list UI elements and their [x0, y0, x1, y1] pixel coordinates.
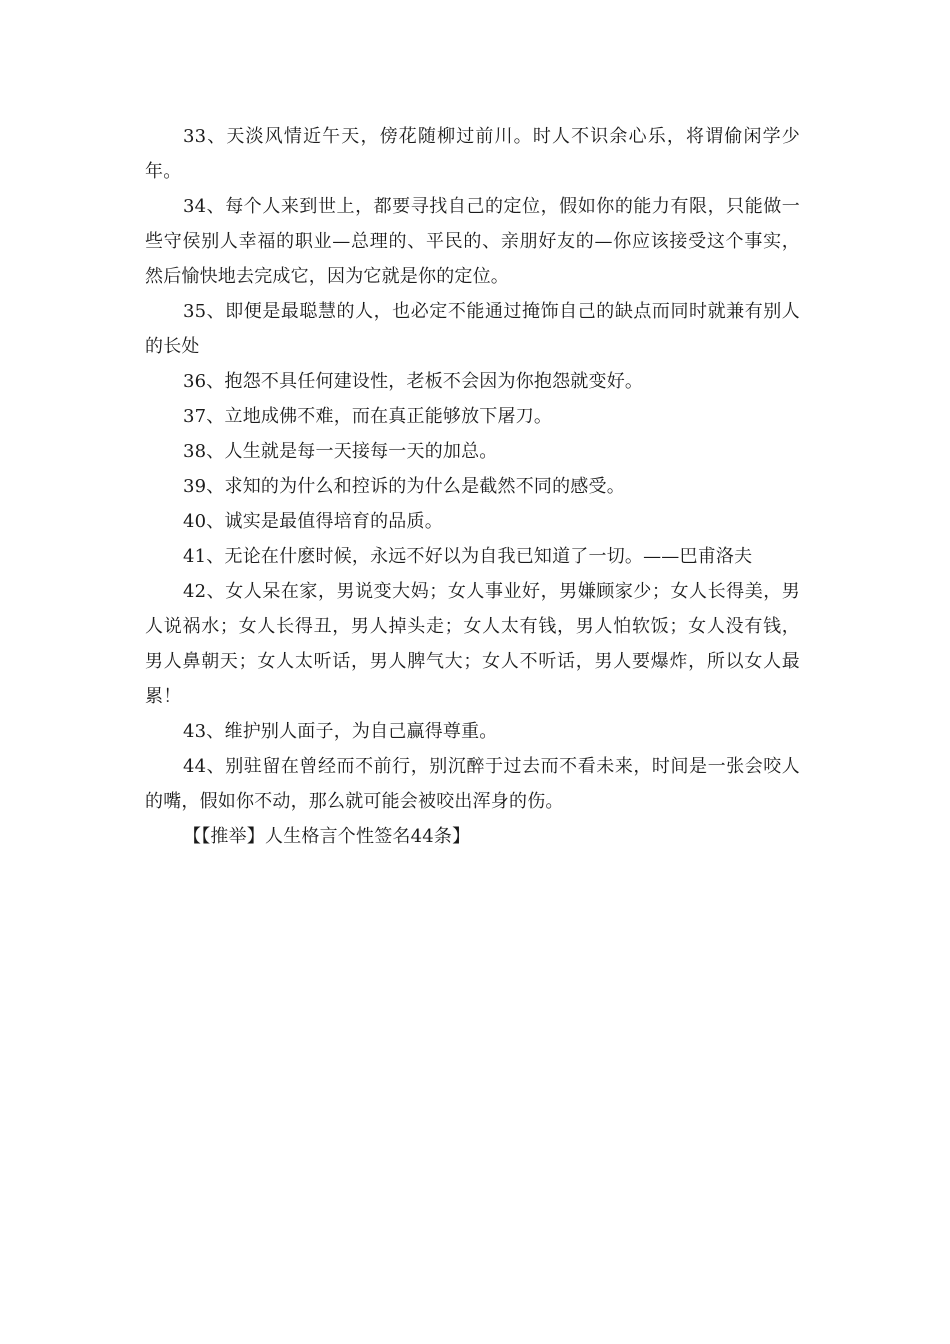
quote-paragraph-37: 37、立地成佛不难，而在真正能够放下屠刀。 [183, 406, 553, 427]
quote-paragraph-33: 33、天淡风情近午天，傍花随柳过前川。时人不识余心乐，将谓偷闲学少年。 [145, 126, 800, 182]
quote-paragraph-38: 38、人生就是每一天接每一天的加总。 [183, 441, 498, 462]
document-footer-title: 【【推举】人生格言个性签名44条】 [183, 826, 471, 847]
quote-paragraph-35: 35、即便是最聪慧的人，也必定不能通过掩饰自己的缺点而同时就兼有别人的长处 [145, 301, 800, 357]
quote-paragraph-44: 44、别驻留在曾经而不前行，别沉醉于过去而不看未来，时间是一张会咬人的嘴，假如你不动，那么就可能会被咬出浑身的伤。 [145, 756, 800, 812]
quote-paragraph-41: 41、无论在什麽时候，永远不好以为自我已知道了一切。——巴甫洛夫 [183, 546, 753, 567]
quote-paragraph-42: 42、女人呆在家，男说变大妈；女人事业好，男嫌顾家少；女人长得美，男人说祸水；女人长得丑，男人掉头走；女人太有钱，男人怕软饭；女人没有钱，男人鼻朝天；女人太听话，男人脾气大；女人不听话，男人要爆炸，所以女人最累！ [145, 581, 800, 707]
quote-paragraph-40: 40、诚实是最值得培育的品质。 [183, 511, 443, 532]
quote-paragraph-39: 39、求知的为什么和控诉的为什么是截然不同的感受。 [183, 476, 625, 497]
document-body [145, 119, 800, 854]
quote-paragraph-36: 36、抱怨不具任何建设性，老板不会因为你抱怨就变好。 [183, 371, 644, 392]
quote-paragraph-43: 43、维护别人面子，为自己赢得尊重。 [183, 721, 498, 742]
quote-paragraph-34: 34、每个人来到世上，都要寻找自己的定位，假如你的能力有限，只能做一些守侯别人幸福的职业—总理的、平民的、亲朋好友的—你应该接受这个事实，然后愉快地去完成它，因为它就是你的定位。 [145, 196, 800, 287]
